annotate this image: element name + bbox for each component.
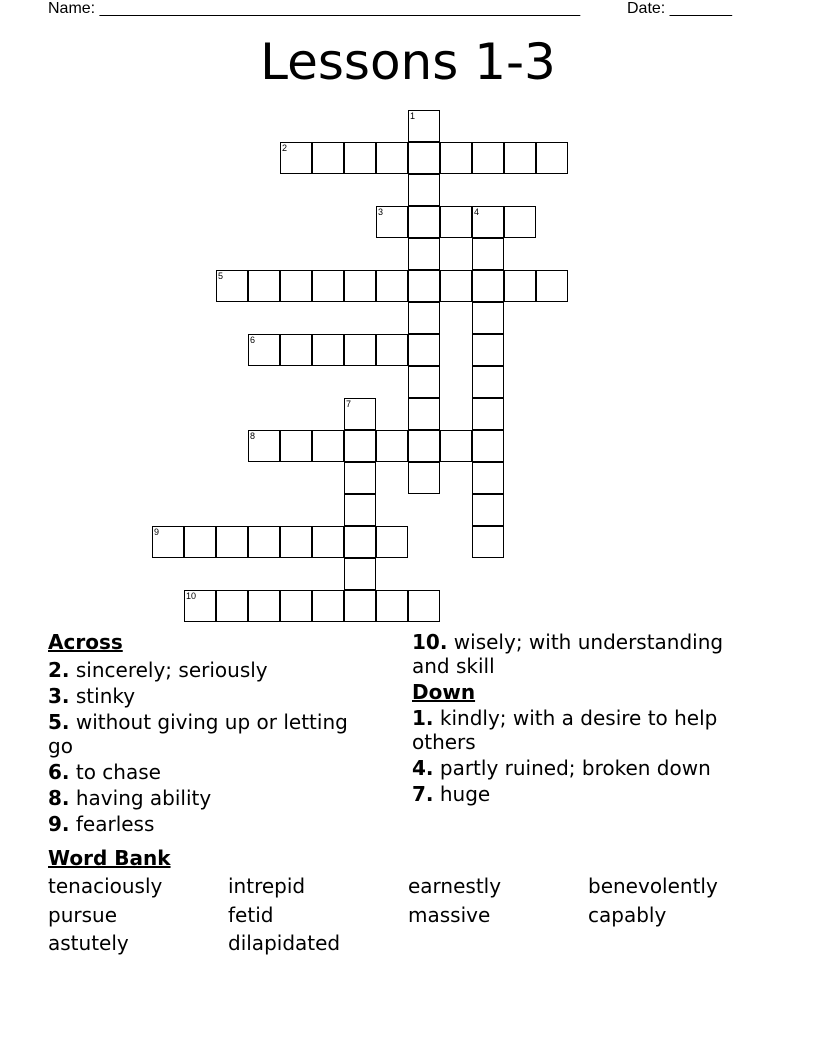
- down-heading: Down: [412, 680, 476, 704]
- grid-cell[interactable]: [280, 430, 312, 462]
- grid-cell[interactable]: [376, 526, 408, 558]
- clue-number: 3.: [48, 684, 70, 708]
- grid-cell[interactable]: [472, 462, 504, 494]
- grid-cell[interactable]: [472, 142, 504, 174]
- grid-cell[interactable]: [216, 526, 248, 558]
- grid-cell[interactable]: [248, 526, 280, 558]
- grid-cell[interactable]: [312, 590, 344, 622]
- clue-text: huge: [439, 782, 491, 806]
- grid-cell[interactable]: [248, 590, 280, 622]
- grid-cell[interactable]: [504, 142, 536, 174]
- grid-cell[interactable]: [504, 270, 536, 302]
- clue-text: partly ruined; broken down: [439, 756, 711, 780]
- clue-item: [48, 684, 378, 708]
- word-bank-heading: Word Bank: [48, 846, 171, 870]
- grid-cell[interactable]: [280, 590, 312, 622]
- grid-cell[interactable]: [440, 206, 472, 238]
- clue-number: 6.: [48, 760, 70, 784]
- grid-cell[interactable]: [376, 590, 408, 622]
- word-bank-item: pursue: [48, 903, 117, 927]
- grid-cell[interactable]: [472, 302, 504, 334]
- grid-cell[interactable]: [408, 238, 440, 270]
- word-bank-item: massive: [408, 903, 491, 927]
- grid-cell[interactable]: [472, 270, 504, 302]
- grid-cell[interactable]: [472, 526, 504, 558]
- grid-cell[interactable]: [408, 302, 440, 334]
- grid-cell[interactable]: [248, 270, 280, 302]
- name-field-label: Name: ______________________________________________________: [48, 0, 581, 17]
- grid-cell[interactable]: [408, 334, 440, 366]
- clue-number: 10.: [412, 630, 448, 654]
- clue-number: 2.: [48, 658, 70, 682]
- clue-number: 1.: [412, 706, 434, 730]
- grid-cell[interactable]: [408, 398, 440, 430]
- clue-number-label: 3: [378, 207, 384, 217]
- grid-cell[interactable]: [440, 430, 472, 462]
- grid-cell[interactable]: [408, 206, 440, 238]
- grid-cell[interactable]: [344, 270, 376, 302]
- grid-cell[interactable]: [376, 430, 408, 462]
- clue-text: without giving up or letting go: [48, 710, 348, 758]
- word-bank-item: intrepid: [228, 874, 306, 898]
- grid-cell[interactable]: [312, 270, 344, 302]
- grid-cell[interactable]: [344, 558, 376, 590]
- clue-item: [412, 756, 752, 780]
- clue-text: wisely; with understanding and skill: [412, 630, 724, 678]
- clue-item: [412, 782, 752, 806]
- grid-cell[interactable]: [344, 494, 376, 526]
- grid-cell[interactable]: [408, 430, 440, 462]
- clue-number-label: 8: [250, 431, 256, 441]
- grid-cell[interactable]: [536, 270, 568, 302]
- clue-item: [48, 812, 378, 836]
- grid-cell[interactable]: [184, 590, 216, 622]
- clue-text: having ability: [75, 786, 212, 810]
- across-heading: Across: [48, 630, 123, 654]
- grid-cell[interactable]: [280, 142, 312, 174]
- grid-cell[interactable]: [280, 334, 312, 366]
- word-bank-item: capably: [588, 903, 667, 927]
- clue-number-label: 6: [250, 335, 256, 345]
- grid-cell[interactable]: [344, 462, 376, 494]
- grid-cell[interactable]: [408, 366, 440, 398]
- grid-cell[interactable]: [216, 590, 248, 622]
- clue-number: 9.: [48, 812, 70, 836]
- grid-cell[interactable]: [280, 526, 312, 558]
- word-bank-item: astutely: [48, 931, 129, 955]
- grid-cell[interactable]: [408, 110, 440, 142]
- clue-item: [412, 630, 752, 678]
- clue-number-label: 4: [474, 207, 480, 217]
- clue-text: sincerely; seriously: [75, 658, 268, 682]
- date-field-label: Date: _______: [627, 0, 732, 17]
- grid-cell[interactable]: [344, 590, 376, 622]
- grid-cell[interactable]: [344, 430, 376, 462]
- grid-cell[interactable]: [344, 526, 376, 558]
- grid-cell[interactable]: [376, 206, 408, 238]
- clue-item: [48, 760, 378, 784]
- clue-number-label: 5: [218, 271, 224, 281]
- grid-cell[interactable]: [408, 462, 440, 494]
- grid-cell[interactable]: [472, 334, 504, 366]
- word-bank-item: benevolently: [588, 874, 718, 898]
- grid-cell[interactable]: [312, 142, 344, 174]
- grid-cell[interactable]: [408, 142, 440, 174]
- clue-number: 8.: [48, 786, 70, 810]
- clue-number: 4.: [412, 756, 434, 780]
- grid-cell[interactable]: [472, 430, 504, 462]
- clue-number-label: 10: [186, 591, 197, 601]
- grid-cell[interactable]: [248, 430, 280, 462]
- clue-number-label: 7: [346, 399, 352, 409]
- across-clues: [48, 630, 378, 838]
- grid-cell[interactable]: [344, 334, 376, 366]
- clue-text: to chase: [75, 760, 161, 784]
- grid-cell[interactable]: [280, 270, 312, 302]
- clue-number: 5.: [48, 710, 70, 734]
- clue-number-label: 9: [154, 527, 160, 537]
- grid-cell[interactable]: [472, 494, 504, 526]
- clue-number-label: 2: [282, 143, 288, 153]
- grid-cell[interactable]: [248, 334, 280, 366]
- grid-cell[interactable]: [184, 526, 216, 558]
- grid-cell[interactable]: [152, 526, 184, 558]
- grid-cell[interactable]: [408, 174, 440, 206]
- clue-text: stinky: [75, 684, 136, 708]
- grid-cell[interactable]: [376, 142, 408, 174]
- grid-cell[interactable]: [472, 366, 504, 398]
- grid-cell[interactable]: [344, 398, 376, 430]
- grid-cell[interactable]: [312, 334, 344, 366]
- grid-cell[interactable]: [344, 142, 376, 174]
- clue-item: [48, 658, 378, 682]
- clue-number-label: 1: [410, 111, 416, 121]
- grid-cell[interactable]: [472, 398, 504, 430]
- grid-cell[interactable]: [536, 142, 568, 174]
- grid-cell[interactable]: [312, 430, 344, 462]
- right-clue-column: [412, 630, 752, 808]
- grid-cell[interactable]: [376, 334, 408, 366]
- clue-item: [48, 710, 378, 758]
- clue-text: fearless: [75, 812, 155, 836]
- word-bank-item: dilapidated: [228, 931, 341, 955]
- grid-cell[interactable]: [472, 206, 504, 238]
- grid-cell[interactable]: [408, 590, 440, 622]
- grid-cell[interactable]: [376, 270, 408, 302]
- grid-cell[interactable]: [472, 238, 504, 270]
- word-bank-item: tenaciously: [48, 874, 163, 898]
- grid-cell[interactable]: [440, 270, 472, 302]
- clue-item: [412, 706, 752, 754]
- word-bank-item: earnestly: [408, 874, 502, 898]
- grid-cell[interactable]: [504, 206, 536, 238]
- grid-cell[interactable]: [408, 270, 440, 302]
- grid-cell[interactable]: [216, 270, 248, 302]
- grid-cell[interactable]: [440, 142, 472, 174]
- clue-number: 7.: [412, 782, 434, 806]
- word-bank-item: fetid: [228, 903, 274, 927]
- page-title: Lessons 1-3: [260, 33, 556, 91]
- clue-item: [48, 786, 378, 810]
- clue-text: kindly; with a desire to help others: [412, 706, 718, 754]
- grid-cell[interactable]: [312, 526, 344, 558]
